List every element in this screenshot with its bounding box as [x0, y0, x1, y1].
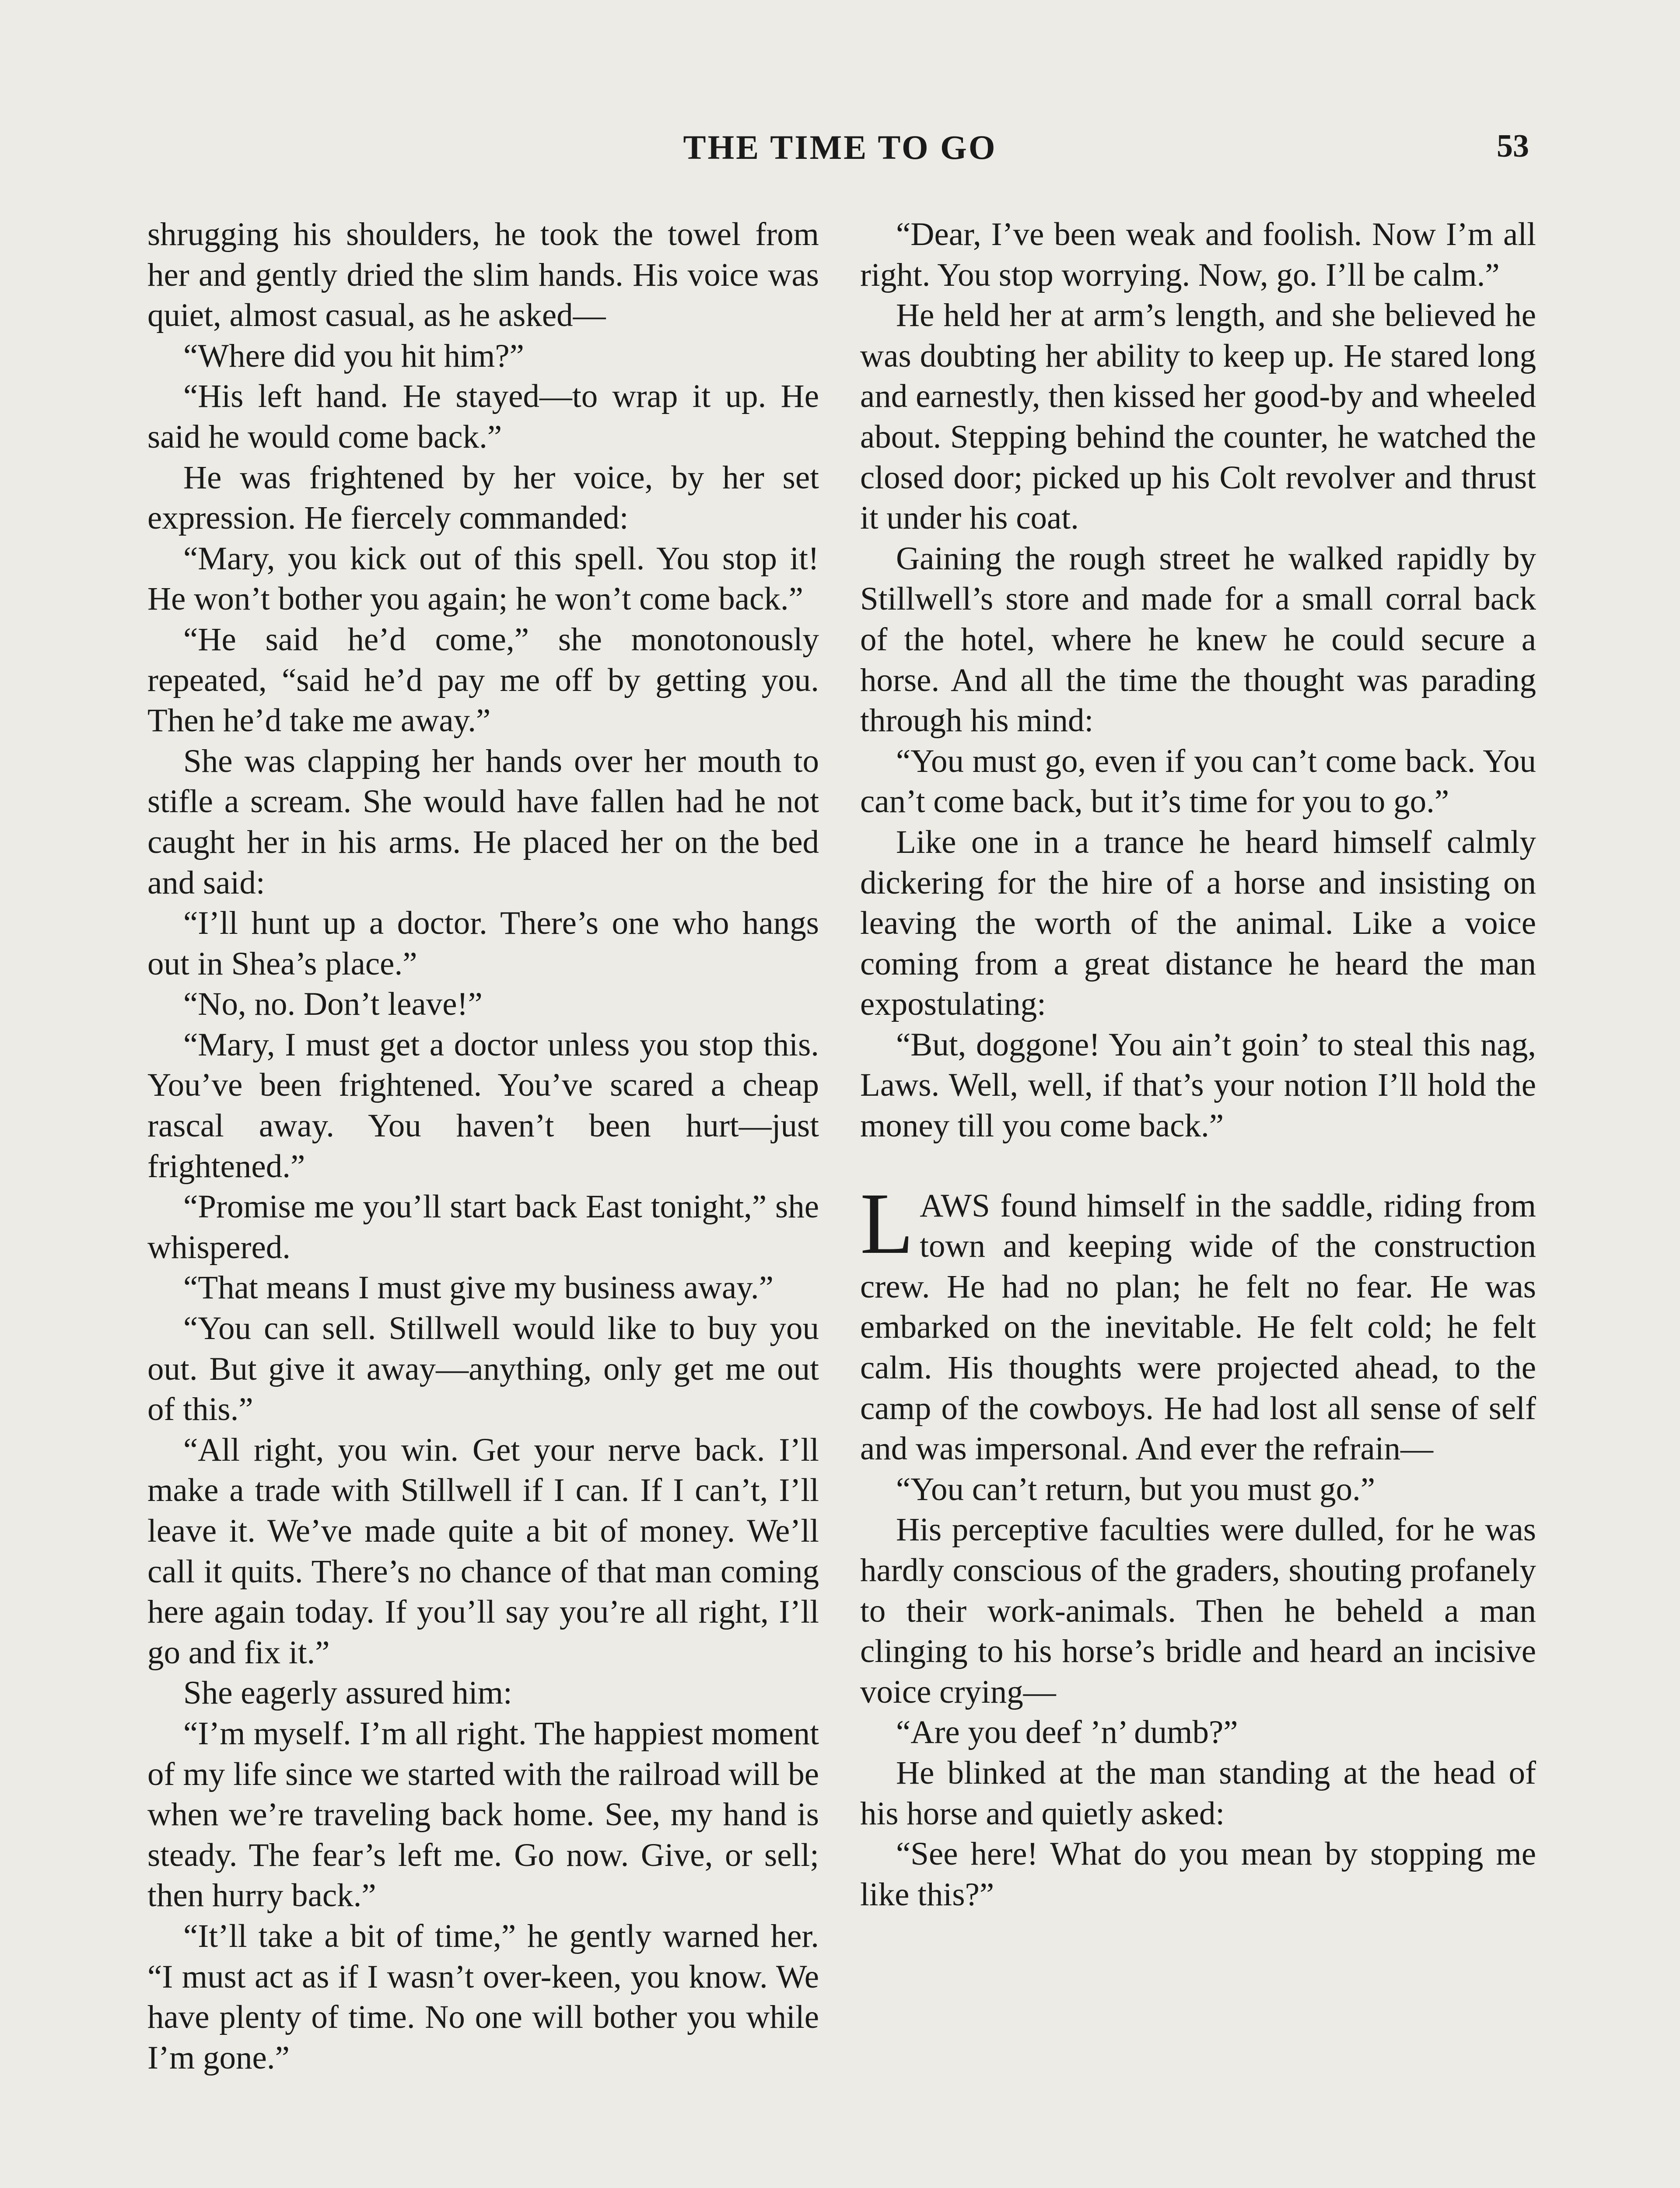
paragraph: “Promise me you’ll start back East tonight,” she whispered. [147, 1189, 819, 1266]
paragraph: “You can’t return, but you must go.” [896, 1471, 1376, 1508]
section-break [860, 1147, 1536, 1186]
paragraph: “I’m myself. I’m all right. The happiest moment of my life since we started with the railroad will be when we’re traveling back home. See, my hand is steady. The fear’s left me. Go now. Give, or sell; then hurry back.” [147, 1715, 819, 1914]
paragraph: “But, doggone! You ain’t goin’ to steal this nag, Laws. Well, well, if that’s your notion I’ll hold the money till you come back.” [860, 1026, 1536, 1144]
running-title: THE TIME TO GO [683, 128, 997, 166]
section-opening-paragraph [860, 1175, 1536, 1469]
paragraph: “You can sell. Stillwell would like to buy you out. But give it away—anything, only get me out of this.” [147, 1310, 819, 1428]
page-number: 53 [1497, 128, 1529, 164]
paragraph: Gaining the rough street he walked rapidly by Stillwell’s store and made for a small corral back of the hotel, where he knew he could secure a horse. And all the time the thought was parading through his mind: [860, 540, 1536, 739]
paragraph: “See here! What do you mean by stopping me like this?” [860, 1836, 1536, 1913]
paragraph: “Mary, you kick out of this spell. You stop it! He won’t bother you again; he won’t come back.” [147, 540, 819, 617]
paragraph: “Mary, I must get a doctor unless you stop this. You’ve been frightened. You’ve scared a cheap rascal away. You haven’t been hurt—just frightened.” [147, 1026, 819, 1185]
left-column [147, 214, 819, 2078]
paragraph: “His left hand. He stayed—to wrap it up. He said he would come back.” [147, 378, 819, 455]
paragraph: “You must go, even if you can’t come back. You can’t come back, but it’s time for you to go.” [860, 743, 1536, 820]
paragraph: “Dear, I’ve been weak and foolish. Now I’m all right. You stop worrying. Now, go. I’ll be calm.” [860, 216, 1536, 293]
running-head [0, 128, 1680, 176]
paragraph: shrugging his shoulders, he took the towel from her and gently dried the slim hands. His voice was quiet, almost casual, as he asked— [147, 216, 819, 334]
paragraph: Like one in a trance he heard himself calmly dickering for the hire of a horse and insisting on leaving the worth of the animal. Like a voice coming from a great distance he heard the man expostulating: [860, 824, 1536, 1023]
paragraph: “That means I must give my business away.” [183, 1269, 774, 1306]
drop-cap: L [860, 1175, 914, 1272]
paragraph: “He said he’d come,” she monotonously repeated, “said he’d pay me off by getting you. Then he’d take me away.” [147, 621, 819, 739]
opening-caps: AWS [920, 1187, 990, 1224]
opening-text: found himself in the saddle, riding from town and keeping wide of the construction crew. He had no plan; he felt no fear. He was embarked on the inevitable. He felt cold; he felt calm. His thoughts were projected ahead, to the camp of the cowboys. He had lost all sense of self and was impersonal. And ever the refrain— [860, 1187, 1536, 1467]
paragraph: “All right, you win. Get your nerve back. I’ll make a trade with Stillwell if I can. If I can’t, I’ll leave it. We’ve made quite a bit of money. We’ll call it quits. There’s no chance of that man coming here again today. If you’ll say you’re all right, I’ll go and fix it.” [147, 1431, 819, 1671]
paragraph: “Where did you hit him?” [183, 337, 524, 374]
paragraph: She eagerly assured him: [183, 1675, 512, 1711]
paragraph: “Are you deef ’n’ dumb?” [896, 1714, 1238, 1751]
paragraph: He held her at arm’s length, and she believed he was doubting her ability to keep up. He stared long and earnestly, then kissed her good-by and wheeled about. Stepping behind the counter, he watched the closed door; picked up his Colt revolver and thrust it under his coat. [860, 297, 1536, 536]
paragraph: She was clapping her hands over her mouth to stifle a scream. She would have fallen had he not caught her in his arms. He placed her on the bed and said: [147, 743, 819, 901]
paragraph: His perceptive faculties were dulled, for he was hardly conscious of the graders, shouting profanely to their work-animals. Then he beheld a man clinging to his horse’s bridle and heard an incisive voice crying— [860, 1511, 1536, 1710]
paragraph: “No, no. Don’t leave!” [183, 986, 483, 1023]
paragraph: “I’ll hunt up a doctor. There’s one who hangs out in Shea’s place.” [147, 905, 819, 982]
paragraph: He blinked at the man standing at the head of his horse and quietly asked: [860, 1754, 1536, 1832]
paragraph: He was frightened by her voice, by her set expression. He fiercely commanded: [147, 459, 819, 536]
right-column [860, 214, 1536, 1915]
paragraph: “It’ll take a bit of time,” he gently warned her. “I must act as if I wasn’t over-keen, you know. We have plenty of time. No one will bother you while I’m gone.” [147, 1918, 819, 2076]
